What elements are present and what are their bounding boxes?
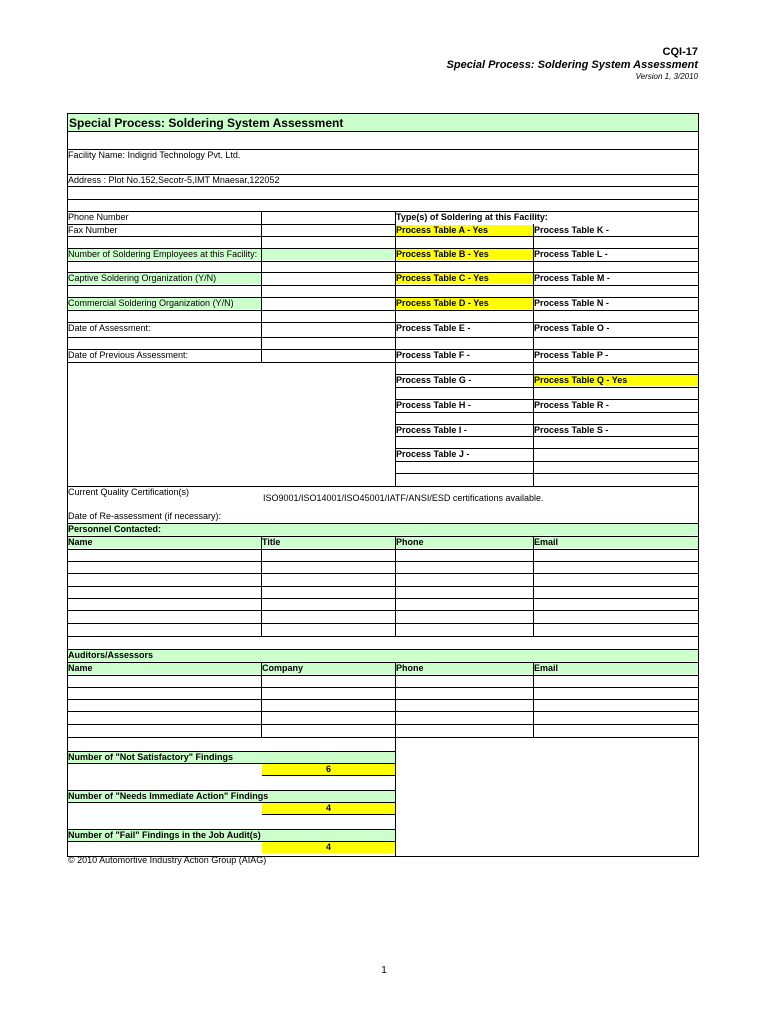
rule (395, 337, 698, 338)
commercial-label: Commercial Soldering Organization (Y/N) (68, 298, 261, 309)
process-table-e: Process Table E - (396, 323, 471, 333)
not-satisfactory-value: 6 (262, 764, 395, 776)
auditors-col-company: Company (262, 663, 395, 674)
process-table-c: Process Table C - Yes (396, 273, 533, 284)
rule (68, 186, 698, 187)
rule (395, 272, 698, 273)
table-row (68, 636, 698, 637)
rule (68, 310, 395, 311)
page-number: 1 (381, 965, 387, 976)
fail-findings-label: Number of "Fail" Findings in the Job Audit(s) (68, 829, 395, 842)
rule (68, 236, 395, 237)
rule (68, 149, 698, 150)
auditors-label: Auditors/Assessors (68, 650, 698, 661)
rule (68, 675, 698, 676)
table-row (68, 711, 698, 712)
rule (395, 374, 698, 375)
process-table-h: Process Table H - (396, 400, 471, 410)
table-row (68, 610, 698, 611)
date-of-assessment-label: Date of Assessment: (68, 323, 151, 333)
process-table-n: Process Table N - (534, 298, 609, 308)
table-row (68, 737, 698, 738)
column-divider (261, 536, 262, 636)
rule (395, 248, 698, 249)
immediate-action-label: Number of "Needs Immediate Action" Findings (68, 790, 395, 803)
rule (68, 261, 395, 262)
personnel-col-email: Email (534, 537, 698, 548)
column-divider (395, 536, 396, 636)
process-table-l: Process Table L - (534, 249, 608, 259)
immediate-action-value: 4 (262, 803, 395, 815)
table-row (68, 623, 698, 624)
fax-label: Fax Number (68, 225, 118, 235)
soldering-types-label: Type(s) of Soldering at this Facility: (396, 212, 548, 222)
process-table-a: Process Table A - Yes (396, 225, 533, 236)
rule (395, 297, 698, 298)
rule (395, 362, 698, 363)
rule (395, 399, 698, 400)
auditors-col-email: Email (534, 663, 698, 674)
document-code: CQI-17 (662, 46, 698, 58)
rule (395, 285, 698, 286)
rule (68, 549, 698, 550)
copyright-notice: © 2010 Automortive Industry Action Group (AIAG) (68, 855, 267, 865)
column-divider (261, 211, 262, 362)
process-table-j: Process Table J - (396, 449, 470, 459)
auditors-col-name: Name (68, 663, 261, 674)
rule (395, 236, 698, 237)
process-table-q: Process Table Q - Yes (534, 375, 698, 386)
table-row (68, 724, 698, 725)
quality-cert-value: ISO9001/ISO14001/ISO45001/IATF/ANSI/ESD certifications available. (263, 493, 544, 503)
rule (68, 199, 698, 200)
rule (395, 349, 698, 350)
captive-label: Captive Soldering Organization (Y/N) (68, 273, 261, 284)
rule (395, 261, 698, 262)
rule (395, 448, 698, 449)
table-row (68, 573, 698, 574)
table-row (68, 699, 698, 700)
column-divider (395, 662, 396, 856)
phone-label: Phone Number (68, 212, 129, 222)
facility-address: Address : Plot No.152,Secotr-5,IMT Mnaesar,122052 (68, 175, 280, 185)
rule (395, 436, 698, 437)
table-row (68, 586, 698, 587)
process-table-f: Process Table F - (396, 350, 470, 360)
fail-findings-value: 4 (262, 842, 395, 853)
rule (395, 310, 698, 311)
process-table-b: Process Table B - Yes (396, 249, 533, 260)
form-title: Special Process: Soldering System Assessment (68, 114, 698, 132)
process-table-m: Process Table M - (534, 273, 610, 283)
rule (395, 473, 698, 474)
date-of-previous-assessment-label: Date of Previous Assessment: (68, 350, 189, 360)
auditors-col-phone: Phone (396, 663, 533, 674)
personnel-col-name: Name (68, 537, 261, 548)
table-row (68, 598, 698, 599)
rule (68, 211, 698, 212)
document-version: Version 1, 3/2010 (635, 72, 698, 81)
reassessment-label: Date of Re-assessment (if necessary): (68, 511, 222, 521)
rule (395, 461, 698, 462)
column-divider (533, 662, 534, 737)
rule (68, 362, 395, 363)
not-satisfactory-label: Number of "Not Satisfactory" Findings (68, 751, 395, 764)
column-divider (261, 662, 262, 737)
table-row (68, 561, 698, 562)
process-table-k: Process Table K - (534, 225, 609, 235)
personnel-col-phone: Phone (396, 537, 533, 548)
personnel-col-title: Title (262, 537, 395, 548)
process-table-d: Process Table D - Yes (396, 298, 533, 309)
quality-cert-label: Current Quality Certification(s) (68, 487, 190, 497)
process-table-s: Process Table S - (534, 425, 609, 435)
table-row (68, 687, 698, 688)
process-table-g: Process Table G - (396, 375, 472, 385)
rule (68, 337, 395, 338)
employees-label: Number of Soldering Employees at this Facility: (68, 249, 394, 260)
column-divider (533, 536, 534, 636)
personnel-contacted-label: Personnel Contacted: (68, 524, 698, 535)
rule (395, 412, 698, 413)
document-title: Special Process: Soldering System Assessment (446, 59, 698, 71)
rule (395, 424, 698, 425)
process-table-p: Process Table P - (534, 350, 609, 360)
process-table-i: Process Table I - (396, 425, 467, 435)
process-table-r: Process Table R - (534, 400, 609, 410)
rule (395, 322, 698, 323)
rule (68, 285, 395, 286)
process-table-o: Process Table O - (534, 323, 610, 333)
rule (395, 387, 698, 388)
facility-name: Facility Name: Indigrid Technology Pvt. Ltd. (68, 150, 241, 160)
